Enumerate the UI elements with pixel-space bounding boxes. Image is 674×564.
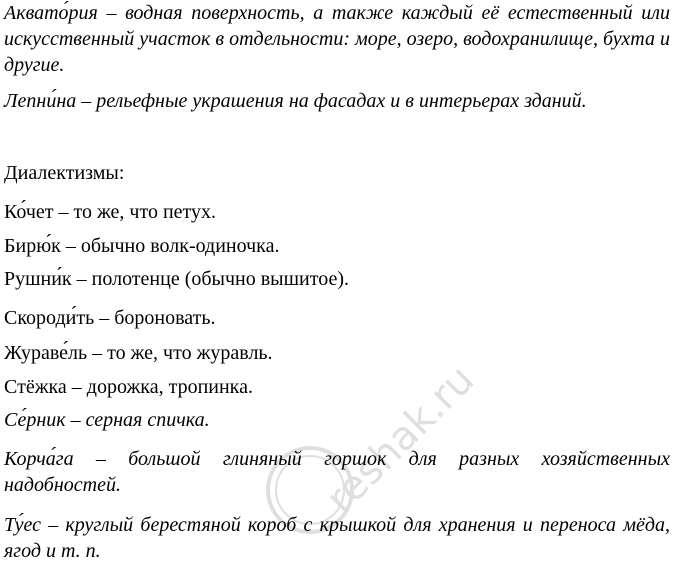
watermark-text: reshak.ru (317, 356, 484, 523)
paragraph-kochet: Ко́чет – то же, что петух. (4, 201, 217, 223)
paragraph-skorodit: Скороди́ть – бороновать. (4, 307, 216, 329)
paragraph-tues: Ту́ес – круглый берестяной короб с крышкой для хранения и переноса мёда, ягод и т. п. (4, 514, 670, 562)
paragraph-rushnik: Рушни́к – полотенце (обычно вышитое). (4, 268, 349, 290)
paragraph-zhuravel: Жураве́ль – то же, что журавль. (4, 342, 273, 364)
paragraph-lepnina: Лепни́на – рельефные украшения на фасадах и в интерьерах зданий. (4, 90, 587, 112)
section-heading-dialectisms: Диалектизмы: (4, 162, 125, 184)
paragraph-sernik: Се́рник – серная спичка. (4, 409, 210, 431)
paragraph-styozhka: Стёжка – дорожка, тропинка. (4, 376, 253, 398)
paragraph-korchaga: Корча́га – большой глиняный горшок для разных хозяйственных надобностей. (4, 448, 670, 496)
paragraph-biryuk: Бирю́к – обычно волк-одиночка. (4, 235, 280, 257)
paragraph-akvatoriya: Аквато́рия – водная поверхность, а также каждый её естественный или искусственный участок в отдельности: море, озеро, водохранилище, бухта и другие. (4, 2, 670, 76)
